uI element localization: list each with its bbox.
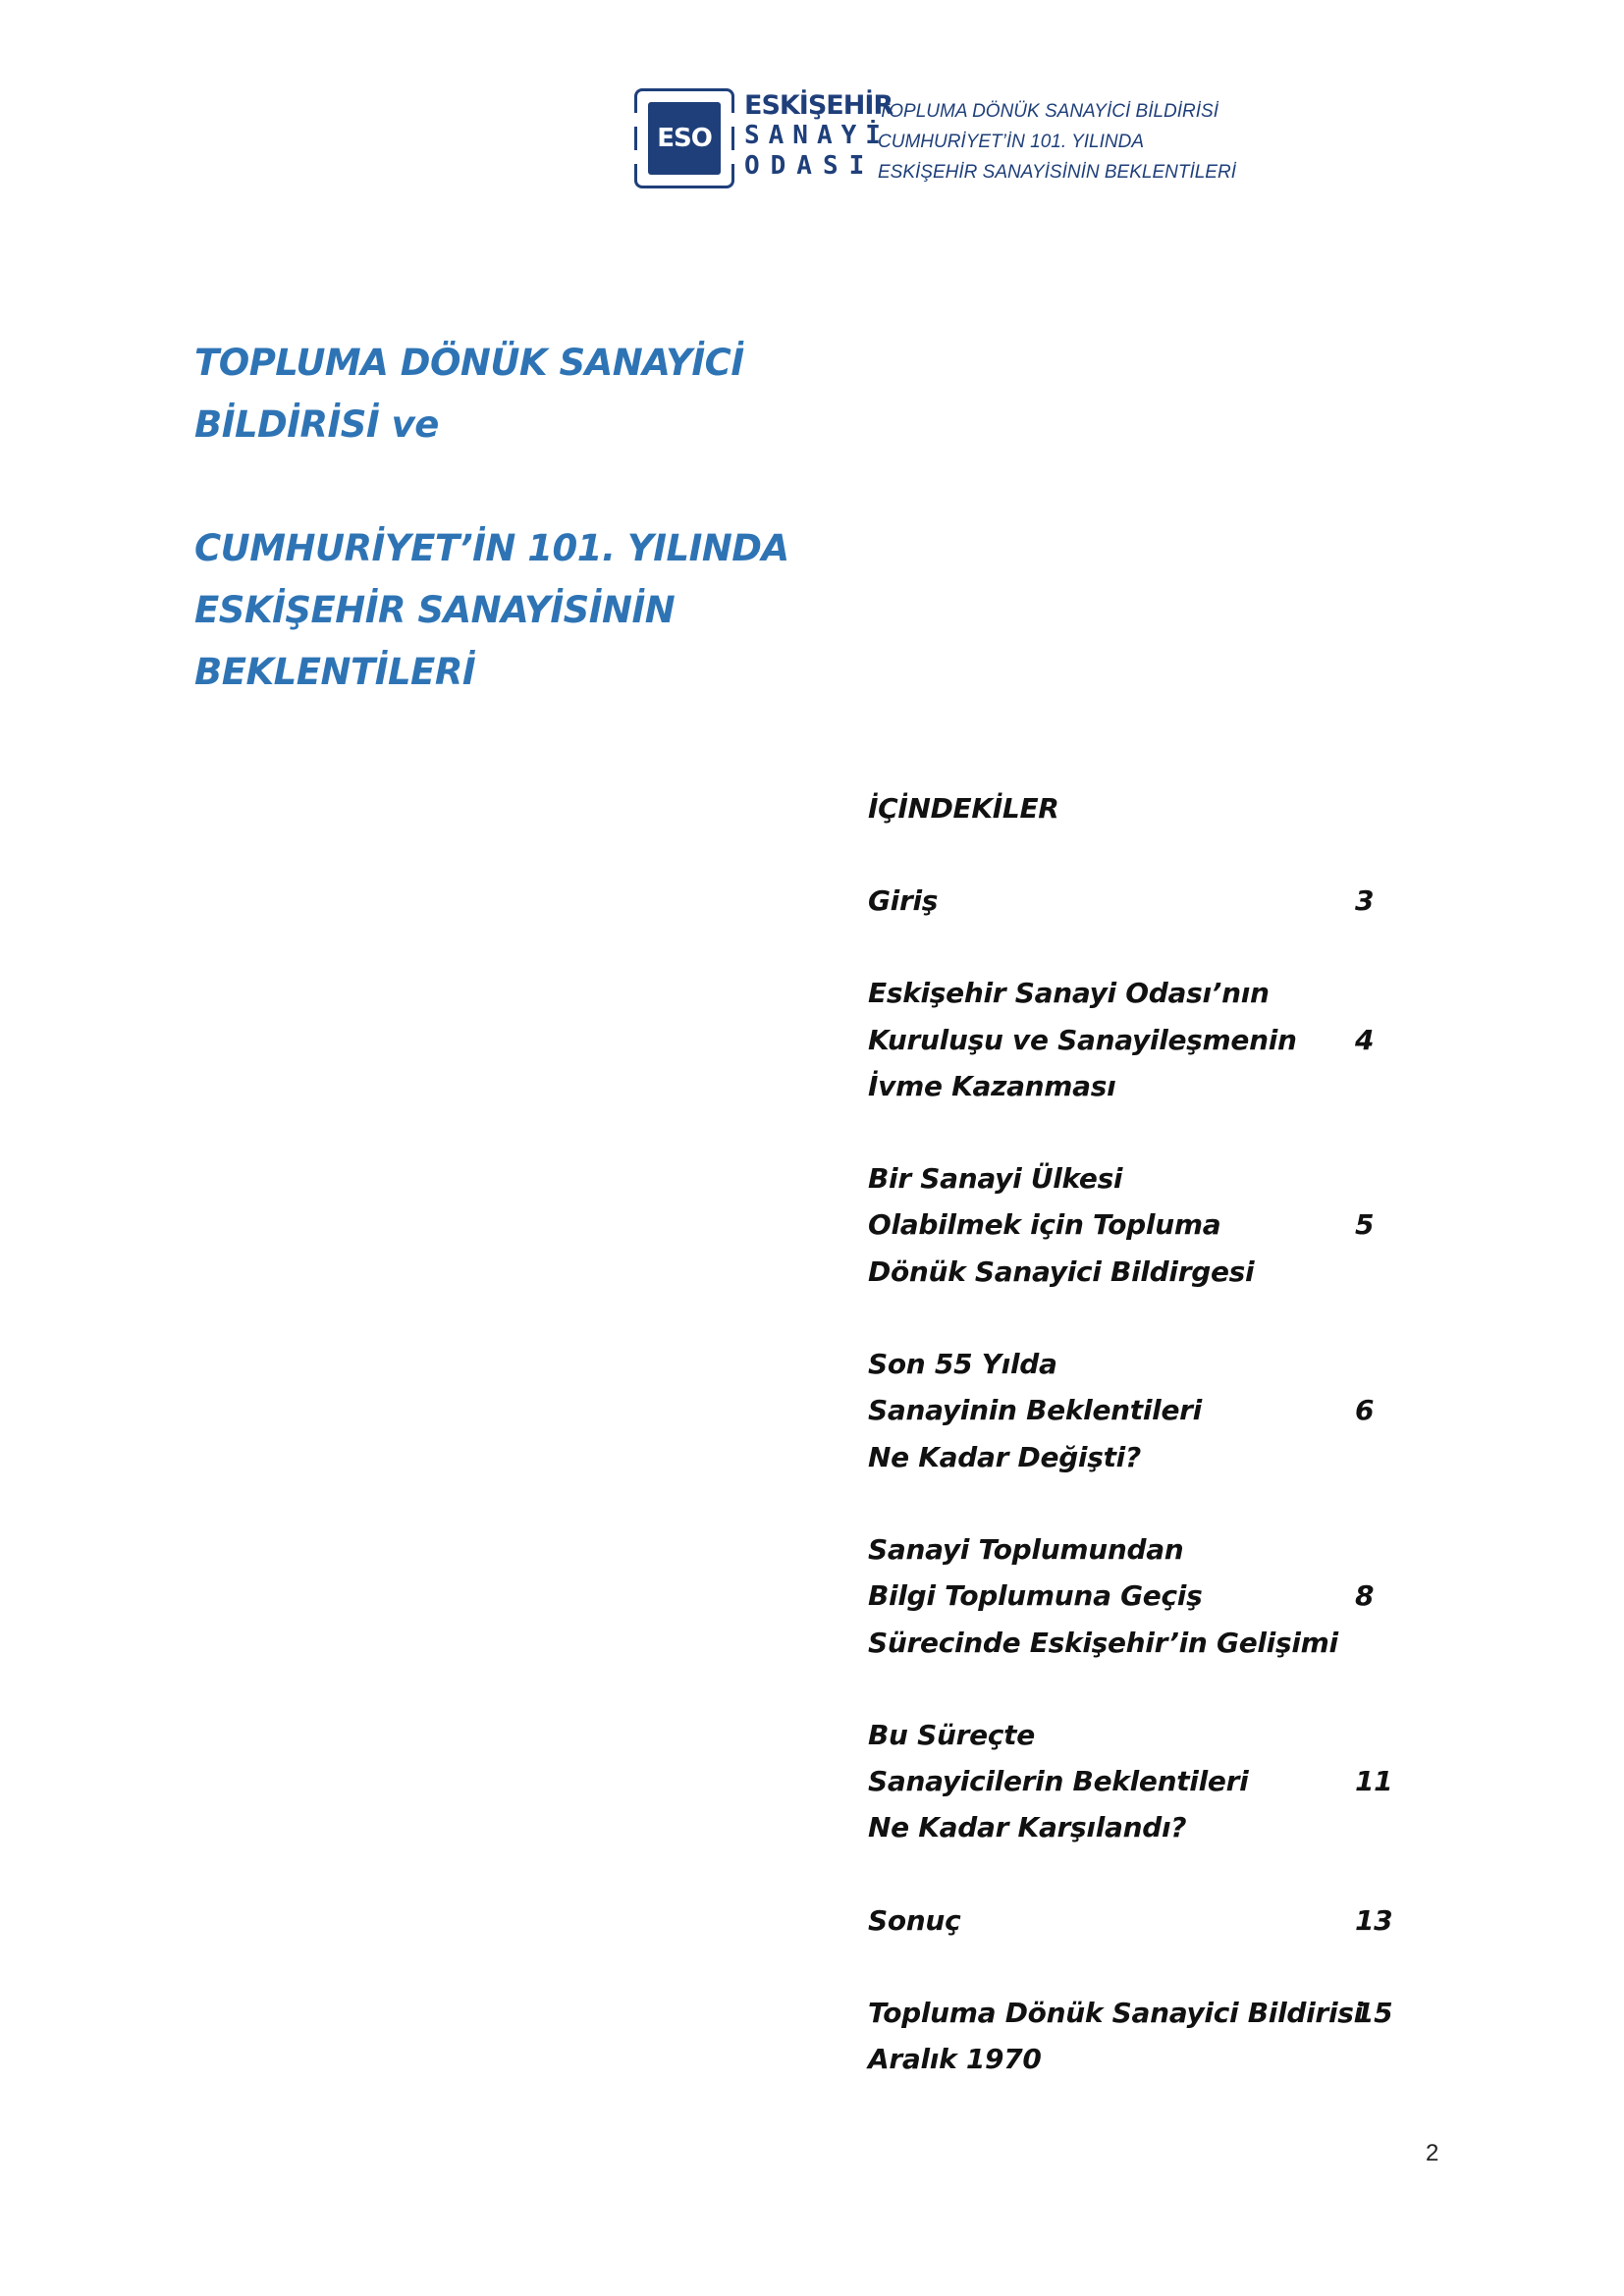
toc-entry-title-line: Sanayicilerin Beklentileri [868,1765,1249,1798]
toc-entry-title-line: Kuruluşu ve Sanayileşmenin [868,1023,1297,1056]
toc-entry-page: 6 [1355,1394,1375,1427]
toc-entry [868,1990,1418,2083]
toc-entry-title-line: Bilgi Toplumuna Geçiş [868,1579,1203,1613]
toc-entry-page: 3 [1355,884,1375,917]
toc-entry-title-line: Dönük Sanayici Bildirgesi [868,1255,1255,1288]
logo-frame [634,88,734,188]
toc-entry-title-line: Ne Kadar Değişti? [868,1440,1141,1473]
toc-entry-page: 4 [1355,1023,1375,1056]
header-line-3: ESKİŞEHİR SANAYİSİNİN BEKLENTİLERİ [878,162,1236,183]
toc-entry-title-line: Ne Kadar Karşılandı? [868,1811,1187,1844]
toc-entry-title-line: Bir Sanayi Ülkesi [868,1162,1123,1196]
toc-entry [868,970,1418,1109]
toc-entry-title-line: Topluma Dönük Sanayici Bildirisi [868,1997,1363,2030]
toc-entry-page: 8 [1355,1579,1375,1613]
toc-entry [868,1526,1418,1666]
header-line-1: TOPLUMA DÖNÜK SANAYİCİ BİLDİRİSİ [878,101,1219,122]
toc-entry-title-line: Giriş [868,884,939,917]
toc-entry [868,878,1418,924]
toc-entry-title-line: Aralık 1970 [868,2043,1042,2076]
toc-entry [868,1712,1418,1851]
toc-entry-title-line: Sanayi Toplumundan [868,1532,1184,1566]
toc-entry-title-line: Olabilmek için Topluma [868,1208,1221,1242]
toc-entry [868,1897,1418,1944]
toc-entry-title-line: Sanayinin Beklentileri [868,1394,1202,1427]
toc-heading: İÇİNDEKİLER [868,792,1059,825]
toc-entry-title-line: Eskişehir Sanayi Odası’nın [868,977,1270,1010]
logo-word-3: ODASI [744,151,876,181]
title-line: TOPLUMA DÖNÜK SANAYİCİ [194,342,744,384]
header-caption [878,96,1290,187]
toc-entry [868,1341,1418,1480]
title-line: CUMHURİYET’İN 101. YILINDA [194,527,789,569]
toc-entries [868,878,1418,2083]
document-title [194,332,789,703]
logo-mark [648,102,721,175]
toc-entry-title-line: Sonuç [868,1903,961,1937]
toc-entry-page: 5 [1355,1208,1375,1242]
toc-entry-title-line: İvme Kazanması [868,1069,1116,1102]
toc-entry-page: 11 [1355,1765,1393,1798]
page-number: 2 [1426,2140,1439,2166]
title-line: ESKİŞEHİR SANAYİSİNİN [194,589,676,631]
toc-entry-title-line: Bu Süreçte [868,1718,1035,1751]
title-line: BEKLENTİLERİ [194,651,476,693]
toc-entry-title-line: Sürecinde Eskişehir’in Gelişimi [868,1626,1338,1659]
toc-entry-title-line: Son 55 Yılda [868,1348,1057,1381]
header-line-2: CUMHURİYET’İN 101. YILINDA [878,132,1144,152]
logo-word-2: SANAYİ [744,121,890,150]
logo-mark-text: ESO [657,124,712,153]
toc-entry-page: 13 [1355,1903,1393,1937]
toc-entry [868,1155,1418,1295]
logo-wordmark [744,90,893,182]
title-line: BİLDİRİSİ ve [194,403,439,446]
table-of-contents [868,785,1418,2129]
eso-logo [634,86,893,194]
toc-entry-page: 15 [1355,1997,1393,2030]
logo-word-1: ESKİŞEHİR [744,90,893,121]
